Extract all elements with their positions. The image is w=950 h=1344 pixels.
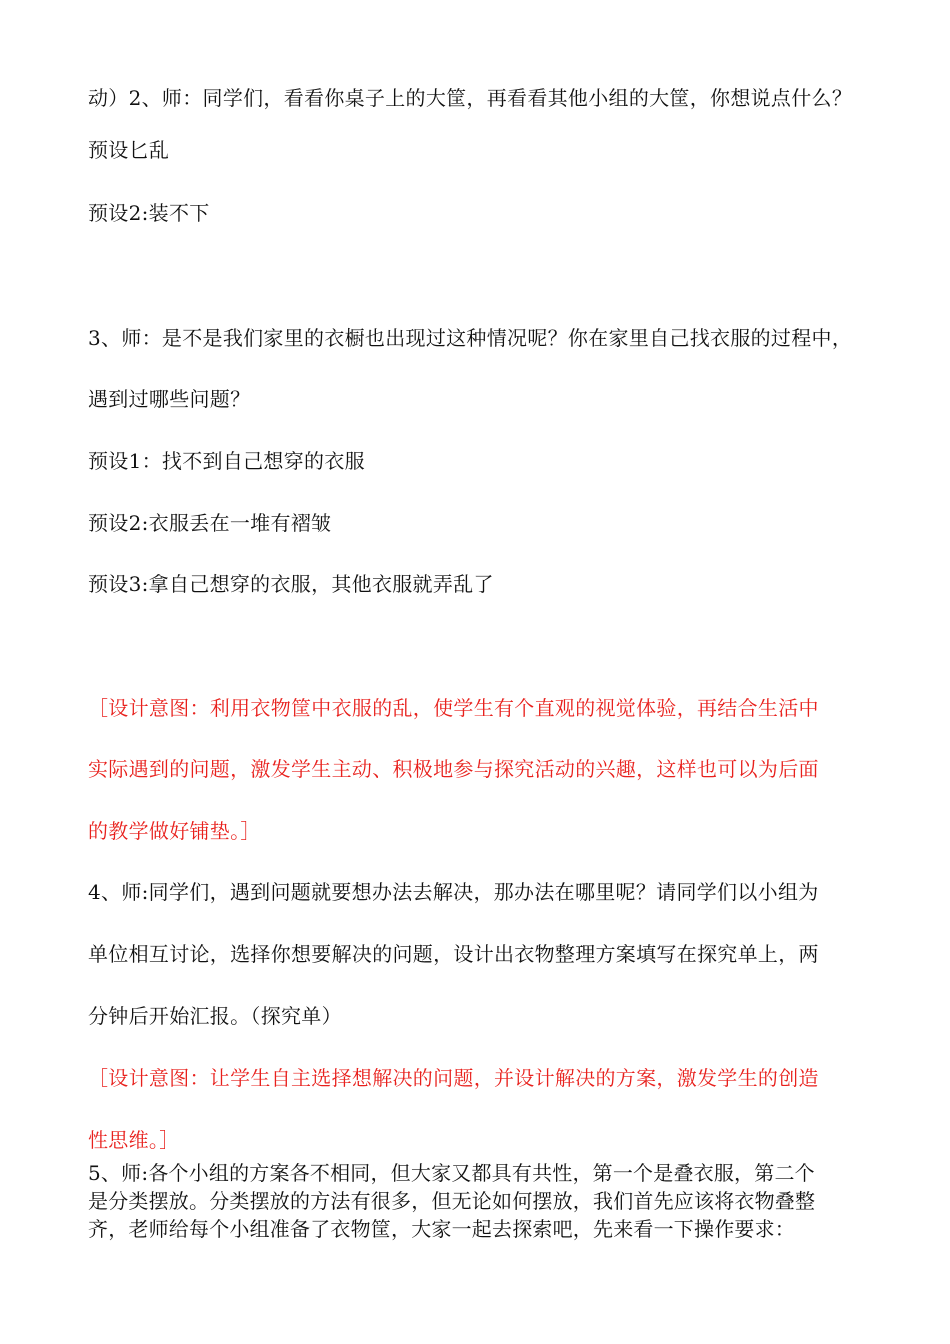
preset-line: 预设2:衣服丢在一堆有褶皱 — [88, 511, 332, 535]
preset-line: 预设2:装不下 — [88, 201, 210, 225]
paragraph-line: 分钟后开始汇报。（探究单） — [88, 1004, 342, 1028]
paragraph-line: 遇到过哪些问题？ — [88, 387, 251, 411]
preset-line: 预设匕乱 — [88, 138, 170, 162]
paragraph-line: 是分类摆放。分类摆放的方法有很多，但无论如何摆放，我们首先应该将衣物叠整 — [88, 1189, 816, 1213]
paragraph-line: 5、师:各个小组的方案各不相同，但大家又都具有共性，第一个是叠衣服，第二个 — [88, 1161, 815, 1185]
paragraph-line: 齐，老师给每个小组准备了衣物筐，大家一起去探索吧，先来看一下操作要求： — [88, 1217, 795, 1241]
paragraph-line: 4、师:同学们，遇到问题就要想办法去解决，那办法在哪里呢？请同学们以小组为 — [88, 880, 819, 904]
paragraph-line: 动）2、师：同学们，看看你桌子上的大筐，再看看其他小组的大筐，你想说点什么？ — [88, 86, 853, 110]
paragraph-line: 单位相互讨论，选择你想要解决的问题，设计出衣物整理方案填写在探究单上，两 — [88, 942, 819, 966]
paragraph-line: 3、师：是不是我们家里的衣橱也出现过这种情况呢？你在家里自己找衣服的过程中， — [88, 326, 853, 350]
design-intent-line: ［设计意图：利用衣物筐中衣服的乱，使学生有个直观的视觉体验，再结合生活中 — [88, 696, 819, 720]
design-intent-line: 的教学做好铺垫。］ — [88, 819, 261, 843]
design-intent-line: 性思维。］ — [88, 1128, 180, 1152]
preset-line: 预设3:拿自己想穿的衣服，其他衣服就弄乱了 — [88, 572, 494, 596]
design-intent-line: 实际遇到的问题，激发学生主动、积极地参与探究活动的兴趣，这样也可以为后面 — [88, 757, 819, 781]
final-paragraph — [88, 1159, 878, 1243]
design-intent-line: ［设计意图：让学生自主选择想解决的问题，并设计解决的方案，激发学生的创造 — [88, 1066, 819, 1090]
preset-line: 预设1：找不到自己想穿的衣服 — [88, 449, 365, 473]
